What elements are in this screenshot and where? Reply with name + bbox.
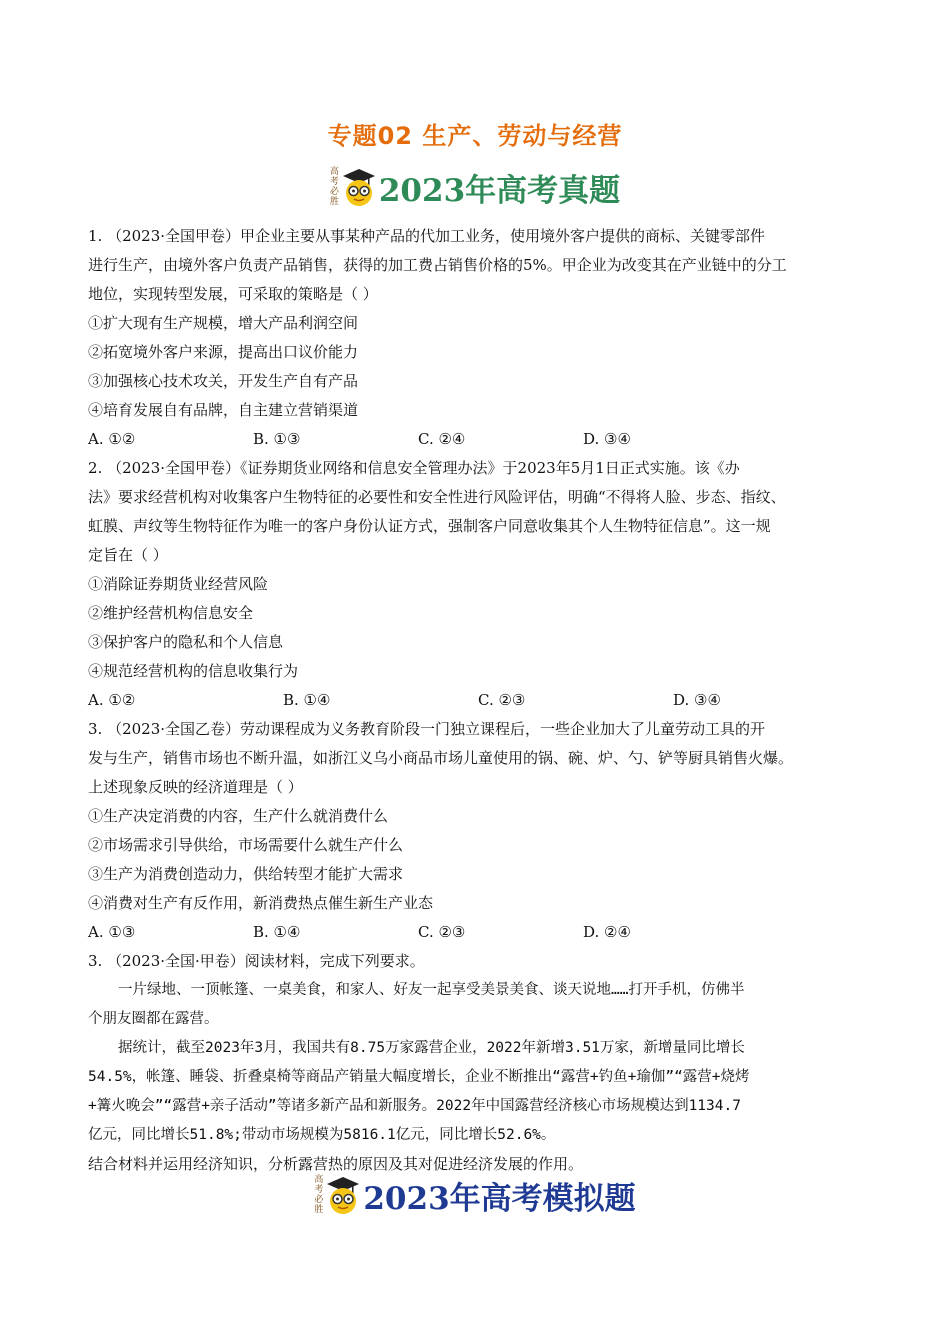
statement-item: ③生产为消费创造动力，供给转型才能扩大需求 — [88, 865, 404, 883]
option-c[interactable]: C. ②③ — [478, 691, 526, 709]
statement-item: ③加强核心技术攻关，开发生产自有产品 — [88, 372, 359, 390]
answer-options — [88, 425, 878, 454]
statement-item: ③保护客户的隐私和个人信息 — [88, 633, 284, 651]
material-line: 据统计，截至2023年3月，我国共有8.75万家露营企业，2022年新增3.51万家，新增量同比增长 — [118, 1040, 745, 1056]
statement-item: ②维护经营机构信息安全 — [88, 604, 254, 622]
question-stem-line: 3. （2023·全国乙卷）劳动课程成为义务教育阶段一门独立课程后，一些企业加大了儿童劳动工具的开 — [88, 720, 766, 738]
material-line: 个朋友圈都在露营。 — [88, 1011, 219, 1027]
graduate-mascot-icon — [341, 167, 377, 207]
option-b[interactable]: B. ①④ — [283, 691, 331, 709]
option-c[interactable]: C. ②③ — [418, 923, 466, 941]
section-label: 2023年高考模拟题 — [363, 1180, 636, 1217]
statement-item: ①消除证券期货业经营风险 — [88, 575, 269, 593]
option-d[interactable]: D. ③④ — [583, 430, 631, 448]
question-stem-line: 上述现象反映的经济道理是（ ） — [88, 778, 303, 796]
banner-side-text: 高 考 必 胜 — [329, 167, 339, 207]
option-d[interactable]: D. ②④ — [583, 923, 631, 941]
question-1 — [88, 222, 878, 454]
option-a[interactable]: A. ①③ — [88, 923, 136, 941]
option-a[interactable]: A. ①② — [88, 430, 136, 448]
question-task: 结合材料并运用经济知识，分析露营热的原因及其对促进经济发展的作用。 — [88, 1155, 584, 1173]
question-stem-line: 定旨在（ ） — [88, 546, 168, 564]
section-label: 2023年高考真题 — [378, 172, 621, 209]
material-line: 54.5%，帐篷、睡袋、折叠桌椅等商品产销量大幅度增长，企业不断推出“露营+钓鱼+瑜伽”“露营+烧烤 — [88, 1069, 750, 1085]
question-stem-line: 2. （2023·全国甲卷）《证券期货业网络和信息安全管理办法》于2023年5月1日正式实施。该《办 — [88, 459, 740, 477]
option-c[interactable]: C. ②④ — [418, 430, 466, 448]
answer-options — [88, 918, 878, 947]
question-stem-line: 进行生产，由境外客户负责产品销售，获得的加工费占销售价格的5%。甲企业为改变其在产业链中的分工 — [88, 256, 787, 274]
material-line: +篝火晚会”“露营+亲子活动”等诸多新产品和新服务。2022年中国露营经济核心市场规模达到1134.7 — [88, 1098, 741, 1114]
statement-item: ②拓宽境外客户来源，提高出口议价能力 — [88, 343, 359, 361]
question-2 — [88, 454, 878, 715]
question-content — [88, 222, 878, 1179]
option-d[interactable]: D. ③④ — [673, 691, 721, 709]
statement-item: ①生产决定消费的内容，生产什么就消费什么 — [88, 807, 389, 825]
question-stem-line: 地位，实现转型发展，可采取的策略是（ ） — [88, 285, 378, 303]
graduate-mascot-icon — [325, 1175, 361, 1215]
statement-item: ④培育发展自有品牌，自主建立营销渠道 — [88, 401, 359, 419]
statement-item: ①扩大现有生产规模，增大产品利润空间 — [88, 314, 359, 332]
material-line: 一片绿地、一顶帐篷、一桌美食，和家人、好友一起享受美景美食、谈天说地……打开手机，仿佛半 — [118, 982, 745, 998]
question-stem-line: 虹膜、声纹等生物特征作为唯一的客户身份认证方式，强制客户同意收集其个人生物特征信息”。这一规 — [88, 517, 771, 535]
section-banner-mock-exam — [0, 1170, 950, 1220]
statement-item: ②市场需求引导供给，市场需要什么就生产什么 — [88, 836, 404, 854]
section-banner-real-exam — [0, 162, 950, 212]
statement-item: ④规范经营机构的信息收集行为 — [88, 662, 299, 680]
option-b[interactable]: B. ①③ — [253, 430, 301, 448]
option-b[interactable]: B. ①④ — [253, 923, 301, 941]
question-stem-line: 发与生产，销售市场也不断升温，如浙江义乌小商品市场儿童使用的锅、碗、炉、勺、铲等厨具销售火爆。 — [88, 749, 794, 767]
page-title: 专题02 生产、劳动与经营 — [327, 122, 623, 150]
material-line: 亿元，同比增长51.8%;带动市场规模为5816.1亿元，同比增长52.6%。 — [88, 1127, 556, 1143]
question-stem-line: 1. （2023·全国甲卷）甲企业主要从事某种产品的代加工业务，使用境外客户提供的商标、关键零部件 — [88, 227, 766, 245]
question-3 — [88, 715, 878, 947]
banner-side-text: 高 考 必 胜 — [314, 1175, 324, 1215]
option-a[interactable]: A. ①② — [88, 691, 136, 709]
question-4 — [88, 947, 878, 1179]
question-stem-line: 法》要求经营机构对收集客户生物特征的必要性和安全性进行风险评估，明确“不得将人脸、步态、指纹、 — [88, 488, 786, 506]
answer-options — [88, 686, 878, 715]
statement-item: ④消费对生产有反作用，新消费热点催生新生产业态 — [88, 894, 434, 912]
question-header: 3. （2023·全国·甲卷）阅读材料，完成下列要求。 — [88, 952, 425, 970]
